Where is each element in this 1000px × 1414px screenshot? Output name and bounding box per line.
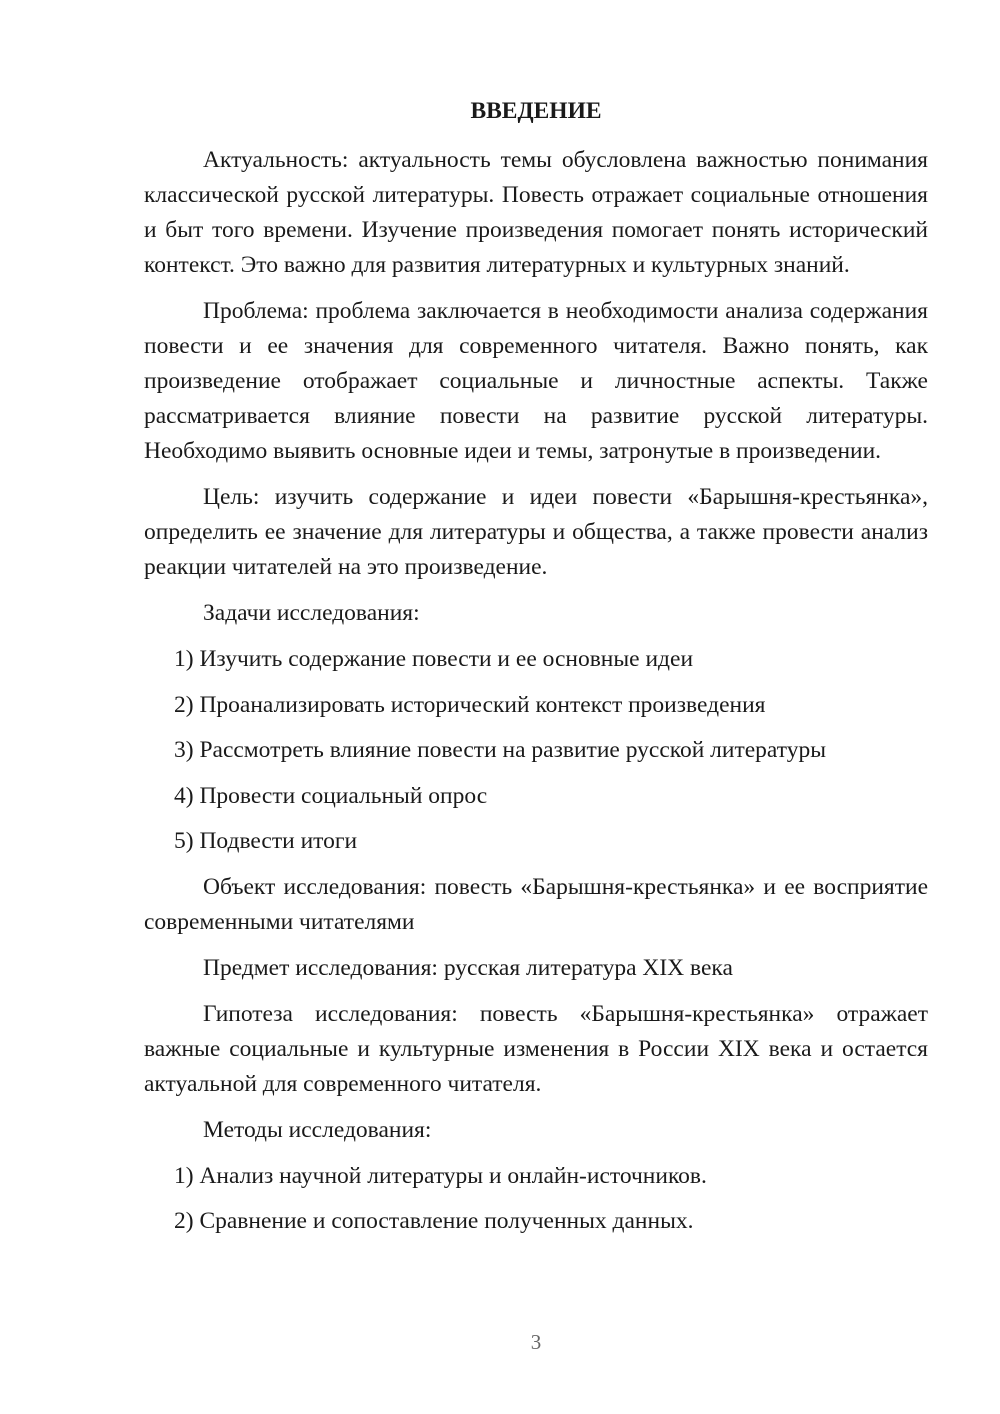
task-item: 3) Рассмотреть влияние повести на развитие русской литературы [174,737,826,763]
paragraph-hypothesis: Гипотеза исследования: повесть «Барышня-крестьянка» отражает важные социальные и культурные изменения в России XIX века и остается актуальной для современного читателя. [144,1000,928,1097]
section-heading: ВВЕДЕНИЕ [470,98,602,124]
task-item: 4) Провести социальный опрос [174,782,488,809]
page-number: 3 [530,1330,542,1354]
task-item: 2) Проанализировать исторический контекст произведения [174,691,766,718]
task-item: 1) Изучить содержание повести и ее основные идеи [174,646,694,672]
methods-title: Методы исследования: [203,1116,432,1143]
methods-list [144,1159,928,1240]
method-item: 2) Сравнение и сопоставление полученных данных. [174,1208,694,1234]
paragraph-subject: Предмет исследования: русская литература XIX века [203,954,733,981]
paragraph-goal: Цель: изучить содержание и идеи повести «Барышня-крестьянка», определить ее значение для литературы и общества, а также провести анализ реакции читателей на это произведение. [144,484,928,580]
document-page [144,96,928,1250]
tasks-title: Задачи исследования: [203,600,420,626]
paragraph-actuality: Актуальность: актуальность темы обусловлена важностью понимания классической русской литературы. Повесть отражает социальные отношения и быт того времени. Изучение произведения помогает понять исторический контекст. Это важно для развития литературных и культурных знаний. [144,147,928,278]
tasks-list [144,642,928,859]
paragraph-problem: Проблема: проблема заключается в необходимости анализа содержания повести и ее значения для современного читателя. Важно понять, как произведение отображает социальные и личностные аспекты. Также рассматривается влияние повести на развитие русской литературы. Необходимо выявить основные идеи и темы, затронутые в произведении. [144,298,928,464]
paragraph-object: Объект исследования: повесть «Барышня-крестьянка» и ее восприятие современными читателями [144,873,928,935]
method-item: 1) Анализ научной литературы и онлайн-источников. [174,1162,707,1189]
task-item: 5) Подвести итоги [174,828,358,854]
